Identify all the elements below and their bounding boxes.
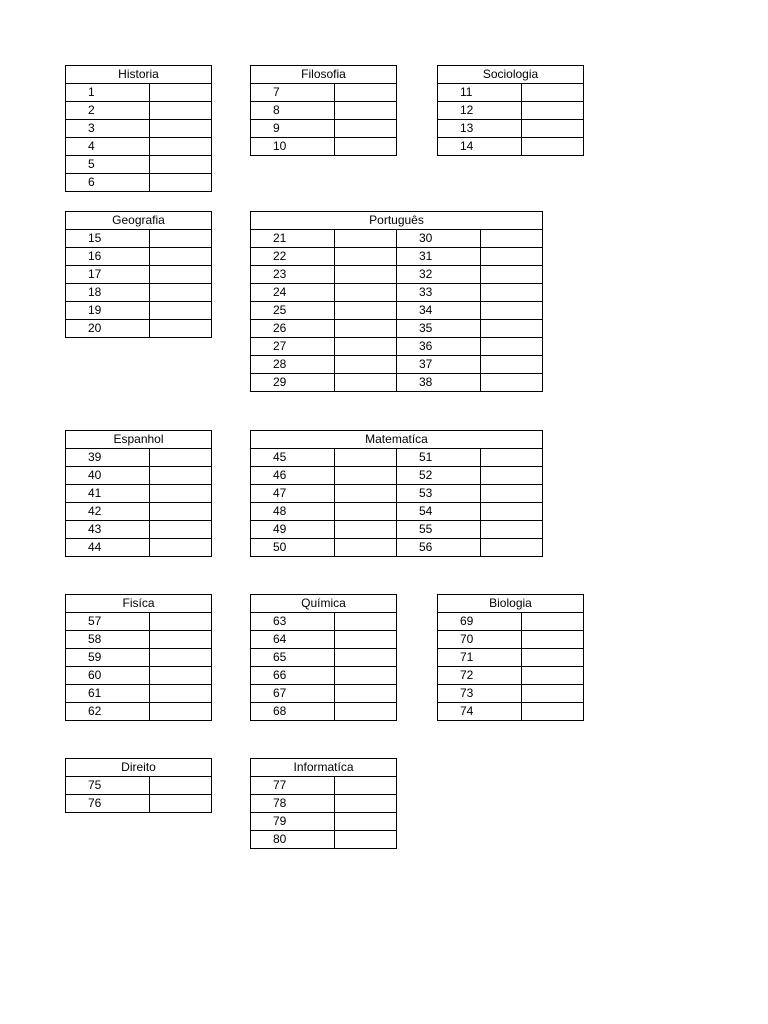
answer-cell[interactable] — [481, 266, 543, 284]
question-number: 13 — [438, 120, 522, 138]
question-number: 26 — [251, 320, 335, 338]
question-number: 30 — [397, 230, 481, 248]
table-row — [251, 521, 543, 539]
table-row — [251, 795, 397, 813]
answer-cell[interactable] — [150, 302, 212, 320]
table-portugues — [250, 211, 543, 392]
question-number: 46 — [251, 467, 335, 485]
answer-cell[interactable] — [481, 485, 543, 503]
table-row — [251, 831, 397, 849]
answer-cell[interactable] — [335, 485, 397, 503]
question-number: 20 — [66, 320, 150, 338]
table-title: Informatíca — [251, 759, 397, 777]
answer-cell[interactable] — [522, 649, 584, 667]
answer-cell[interactable] — [335, 667, 397, 685]
table-row — [66, 777, 212, 795]
question-number: 7 — [251, 84, 335, 102]
answer-cell[interactable] — [481, 449, 543, 467]
question-number: 38 — [397, 374, 481, 392]
question-number: 11 — [438, 84, 522, 102]
table-row — [66, 449, 212, 467]
table-row — [438, 613, 584, 631]
answer-cell[interactable] — [335, 831, 397, 849]
table-quimica — [250, 594, 397, 721]
answer-cell[interactable] — [150, 449, 212, 467]
table-row — [251, 266, 543, 284]
answer-cell[interactable] — [150, 138, 212, 156]
question-number: 28 — [251, 356, 335, 374]
table-row — [66, 302, 212, 320]
table-row — [66, 266, 212, 284]
answer-cell[interactable] — [335, 84, 397, 102]
answer-cell[interactable] — [481, 284, 543, 302]
answer-cell[interactable] — [522, 102, 584, 120]
question-number: 77 — [251, 777, 335, 795]
answer-cell[interactable] — [150, 230, 212, 248]
answer-cell[interactable] — [481, 320, 543, 338]
question-number: 68 — [251, 703, 335, 721]
answer-cell[interactable] — [335, 374, 397, 392]
table-row — [251, 813, 397, 831]
question-number: 43 — [66, 521, 150, 539]
table-row — [66, 84, 212, 102]
answer-cell[interactable] — [522, 685, 584, 703]
question-number: 74 — [438, 703, 522, 721]
question-number: 70 — [438, 631, 522, 649]
question-number: 10 — [251, 138, 335, 156]
answer-cell[interactable] — [481, 248, 543, 266]
table-row — [251, 374, 543, 392]
table-row — [438, 703, 584, 721]
table-row — [66, 631, 212, 649]
table-row — [251, 631, 397, 649]
question-number: 42 — [66, 503, 150, 521]
table-row — [66, 230, 212, 248]
question-number: 49 — [251, 521, 335, 539]
answer-cell[interactable] — [150, 266, 212, 284]
table-row — [251, 539, 543, 557]
question-number: 60 — [66, 667, 150, 685]
answer-cell[interactable] — [150, 485, 212, 503]
question-number: 37 — [397, 356, 481, 374]
answer-cell[interactable] — [150, 539, 212, 557]
question-number: 58 — [66, 631, 150, 649]
question-number: 54 — [397, 503, 481, 521]
table-fisica — [65, 594, 212, 721]
table-geografia — [65, 211, 212, 338]
table-row — [438, 138, 584, 156]
answer-cell[interactable] — [150, 649, 212, 667]
answer-cell[interactable] — [150, 84, 212, 102]
table-row — [66, 539, 212, 557]
answer-cell[interactable] — [522, 667, 584, 685]
table-row — [66, 138, 212, 156]
answer-cell[interactable] — [150, 795, 212, 813]
question-number: 36 — [397, 338, 481, 356]
table-matematica — [250, 430, 543, 557]
question-number: 6 — [66, 174, 150, 192]
question-number: 45 — [251, 449, 335, 467]
answer-cell[interactable] — [335, 302, 397, 320]
question-number: 57 — [66, 613, 150, 631]
table-row — [66, 320, 212, 338]
answer-cell[interactable] — [335, 631, 397, 649]
question-number: 19 — [66, 302, 150, 320]
table-title: Direito — [66, 759, 212, 777]
answer-cell[interactable] — [522, 120, 584, 138]
table-row — [251, 356, 543, 374]
table-espanhol — [65, 430, 212, 557]
question-number: 12 — [438, 102, 522, 120]
table-row — [438, 685, 584, 703]
table-row — [438, 649, 584, 667]
question-number: 52 — [397, 467, 481, 485]
table-title: Filosofia — [251, 66, 397, 84]
question-number: 51 — [397, 449, 481, 467]
table-title: Fisíca — [66, 595, 212, 613]
question-number: 33 — [397, 284, 481, 302]
table-row — [66, 102, 212, 120]
answer-cell[interactable] — [335, 138, 397, 156]
table-title: Historia — [66, 66, 212, 84]
question-number: 78 — [251, 795, 335, 813]
table-row — [251, 667, 397, 685]
question-number: 18 — [66, 284, 150, 302]
question-number: 53 — [397, 485, 481, 503]
table-title: Geografia — [66, 212, 212, 230]
table-title: Química — [251, 595, 397, 613]
answer-cell[interactable] — [522, 631, 584, 649]
table-filosofia — [250, 65, 397, 156]
answer-cell[interactable] — [481, 356, 543, 374]
question-number: 21 — [251, 230, 335, 248]
question-number: 34 — [397, 302, 481, 320]
table-row — [251, 467, 543, 485]
table-row — [251, 485, 543, 503]
table-row — [438, 120, 584, 138]
question-number: 5 — [66, 156, 150, 174]
question-number: 24 — [251, 284, 335, 302]
question-number: 25 — [251, 302, 335, 320]
table-title: Português — [251, 212, 543, 230]
table-row — [251, 685, 397, 703]
answer-cell[interactable] — [335, 503, 397, 521]
table-row — [66, 284, 212, 302]
answer-cell[interactable] — [150, 631, 212, 649]
answer-cell[interactable] — [150, 248, 212, 266]
answer-cell[interactable] — [335, 284, 397, 302]
table-row — [251, 703, 397, 721]
answer-cell[interactable] — [481, 539, 543, 557]
table-row — [66, 467, 212, 485]
question-number: 75 — [66, 777, 150, 795]
answer-cell[interactable] — [150, 320, 212, 338]
question-number: 76 — [66, 795, 150, 813]
table-row — [66, 795, 212, 813]
table-row — [66, 156, 212, 174]
answer-cell[interactable] — [150, 685, 212, 703]
answer-cell[interactable] — [481, 374, 543, 392]
answer-cell[interactable] — [335, 338, 397, 356]
table-row — [251, 503, 543, 521]
table-row — [66, 613, 212, 631]
answer-cell[interactable] — [335, 813, 397, 831]
table-row — [251, 248, 543, 266]
table-row — [251, 102, 397, 120]
question-number: 80 — [251, 831, 335, 849]
answer-cell[interactable] — [150, 503, 212, 521]
table-row — [66, 649, 212, 667]
table-row — [438, 631, 584, 649]
answer-cell[interactable] — [335, 649, 397, 667]
answer-cell[interactable] — [150, 102, 212, 120]
question-number: 67 — [251, 685, 335, 703]
answer-cell[interactable] — [150, 120, 212, 138]
question-number: 56 — [397, 539, 481, 557]
table-row — [66, 667, 212, 685]
question-number: 59 — [66, 649, 150, 667]
answer-cell[interactable] — [335, 266, 397, 284]
question-number: 3 — [66, 120, 150, 138]
answer-cell[interactable] — [481, 503, 543, 521]
answer-cell[interactable] — [150, 156, 212, 174]
question-number: 1 — [66, 84, 150, 102]
question-number: 48 — [251, 503, 335, 521]
answer-cell[interactable] — [481, 230, 543, 248]
table-title: Espanhol — [66, 431, 212, 449]
table-row — [251, 649, 397, 667]
question-number: 55 — [397, 521, 481, 539]
question-number: 47 — [251, 485, 335, 503]
table-row — [438, 102, 584, 120]
question-number: 41 — [66, 485, 150, 503]
table-row — [251, 230, 543, 248]
table-title: Sociologia — [438, 66, 584, 84]
answer-cell[interactable] — [335, 777, 397, 795]
answer-cell[interactable] — [335, 521, 397, 539]
question-number: 72 — [438, 667, 522, 685]
question-number: 16 — [66, 248, 150, 266]
table-row — [438, 667, 584, 685]
answer-cell[interactable] — [335, 120, 397, 138]
question-number: 71 — [438, 649, 522, 667]
answer-cell[interactable] — [335, 685, 397, 703]
answer-cell[interactable] — [335, 320, 397, 338]
table-row — [438, 84, 584, 102]
question-number: 8 — [251, 102, 335, 120]
table-row — [251, 84, 397, 102]
answer-cell[interactable] — [335, 795, 397, 813]
answer-cell[interactable] — [335, 248, 397, 266]
table-row — [66, 703, 212, 721]
table-direito — [65, 758, 212, 813]
answer-cell[interactable] — [335, 102, 397, 120]
question-number: 44 — [66, 539, 150, 557]
question-number: 63 — [251, 613, 335, 631]
question-number: 2 — [66, 102, 150, 120]
question-number: 23 — [251, 266, 335, 284]
question-number: 29 — [251, 374, 335, 392]
question-number: 73 — [438, 685, 522, 703]
question-number: 66 — [251, 667, 335, 685]
question-number: 35 — [397, 320, 481, 338]
question-number: 62 — [66, 703, 150, 721]
table-row — [251, 120, 397, 138]
answer-cell[interactable] — [335, 703, 397, 721]
table-row — [66, 521, 212, 539]
answer-cell[interactable] — [481, 521, 543, 539]
table-row — [251, 302, 543, 320]
table-title: Biologia — [438, 595, 584, 613]
question-number: 9 — [251, 120, 335, 138]
answer-cell[interactable] — [335, 230, 397, 248]
answer-cell[interactable] — [150, 613, 212, 631]
answer-cell[interactable] — [481, 302, 543, 320]
answer-cell[interactable] — [335, 356, 397, 374]
question-number: 17 — [66, 266, 150, 284]
table-row — [251, 284, 543, 302]
table-row — [251, 613, 397, 631]
question-number: 50 — [251, 539, 335, 557]
answer-cell[interactable] — [150, 521, 212, 539]
question-number: 31 — [397, 248, 481, 266]
question-number: 69 — [438, 613, 522, 631]
question-number: 14 — [438, 138, 522, 156]
question-number: 40 — [66, 467, 150, 485]
question-number: 79 — [251, 813, 335, 831]
answer-cell[interactable] — [150, 777, 212, 795]
question-number: 39 — [66, 449, 150, 467]
answer-cell[interactable] — [150, 174, 212, 192]
question-number: 15 — [66, 230, 150, 248]
answer-cell[interactable] — [150, 667, 212, 685]
table-historia — [65, 65, 212, 192]
table-biologia — [437, 594, 584, 721]
table-sociologia — [437, 65, 584, 156]
question-number: 4 — [66, 138, 150, 156]
answer-cell[interactable] — [481, 467, 543, 485]
answer-cell[interactable] — [522, 138, 584, 156]
table-row — [66, 248, 212, 266]
table-row — [251, 138, 397, 156]
question-number: 27 — [251, 338, 335, 356]
answer-cell[interactable] — [335, 613, 397, 631]
answer-cell[interactable] — [150, 467, 212, 485]
table-row — [251, 320, 543, 338]
table-row — [251, 449, 543, 467]
table-row — [66, 120, 212, 138]
answer-cell[interactable] — [481, 338, 543, 356]
table-row — [66, 503, 212, 521]
table-informatica — [250, 758, 397, 849]
question-number: 22 — [251, 248, 335, 266]
answer-cell[interactable] — [522, 84, 584, 102]
table-row — [251, 777, 397, 795]
answer-cell[interactable] — [335, 539, 397, 557]
table-row — [251, 338, 543, 356]
table-row — [66, 685, 212, 703]
question-number: 61 — [66, 685, 150, 703]
table-title: Matematíca — [251, 431, 543, 449]
answer-cell[interactable] — [335, 467, 397, 485]
question-number: 65 — [251, 649, 335, 667]
question-number: 32 — [397, 266, 481, 284]
answer-cell[interactable] — [335, 449, 397, 467]
table-row — [66, 485, 212, 503]
table-row — [66, 174, 212, 192]
answer-cell[interactable] — [150, 703, 212, 721]
answer-cell[interactable] — [522, 613, 584, 631]
question-number: 64 — [251, 631, 335, 649]
answer-cell[interactable] — [522, 703, 584, 721]
answer-cell[interactable] — [150, 284, 212, 302]
